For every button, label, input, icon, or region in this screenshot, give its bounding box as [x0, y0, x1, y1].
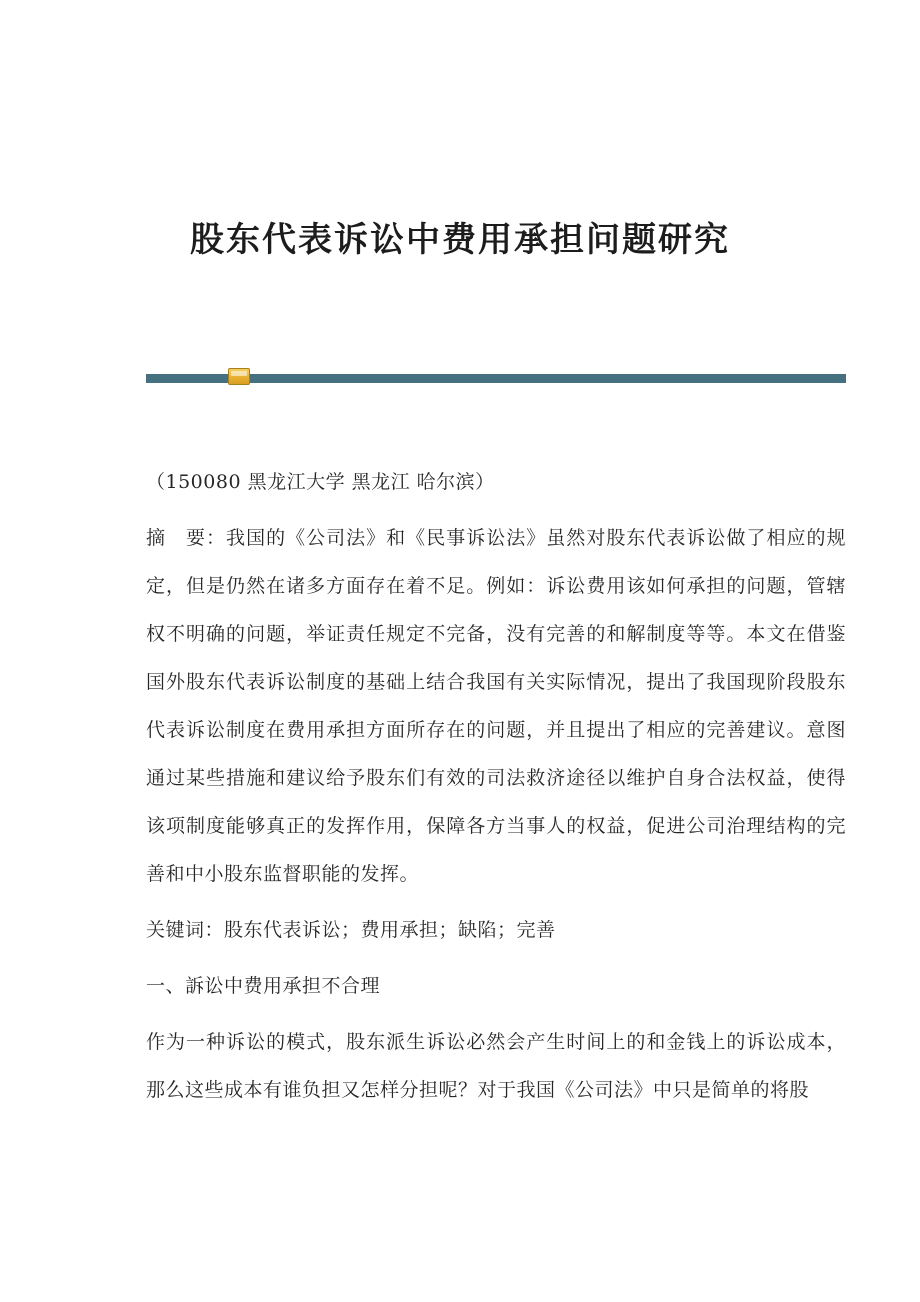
abstract-paragraph: 摘 要：我国的《公司法》和《民事诉讼法》虽然对股东代表诉讼做了相应的规定，但是仍然在诸多方面存在着不足。例如：诉讼费用该如何承担的问题，管辖权不明确的问题，举证责任规定不完备，没有完善的和解制度等等。本文在借鉴国外股东代表诉讼制度的基础上结合我国有关实际情况，提出了我国现阶段股东代表诉讼制度在费用承担方面所存在的问题，并且提出了相应的完善建议。意图通过某些措施和建议给予股东们有效的司法救济途径以维护自身合法权益，使得该项制度能够真正的发挥作用，保障各方当事人的权益，促进公司治理结构的完善和中小股东监督职能的发挥。 — [146, 527, 846, 885]
body-paragraph: 作为一种诉讼的模式，股东派生诉讼必然会产生时间上的和金钱上的诉讼成本，那么这些成本有谁负担又怎样分担呢？对于我国《公司法》中只是简单的将股 — [146, 1031, 846, 1101]
picture-icon — [228, 368, 250, 385]
document-title: 股东代表诉讼中费用承担问题研究 — [190, 220, 730, 260]
horizontal-rule — [146, 374, 846, 383]
author-affiliation: （150080 黑龙江大学 黑龙江 哈尔滨） — [146, 471, 495, 493]
keywords-line: 关键词：股东代表诉讼；费用承担；缺陷；完善 — [146, 919, 556, 941]
section-heading: 一、訴讼中费用承担不合理 — [146, 975, 381, 997]
document-body — [146, 458, 846, 1114]
